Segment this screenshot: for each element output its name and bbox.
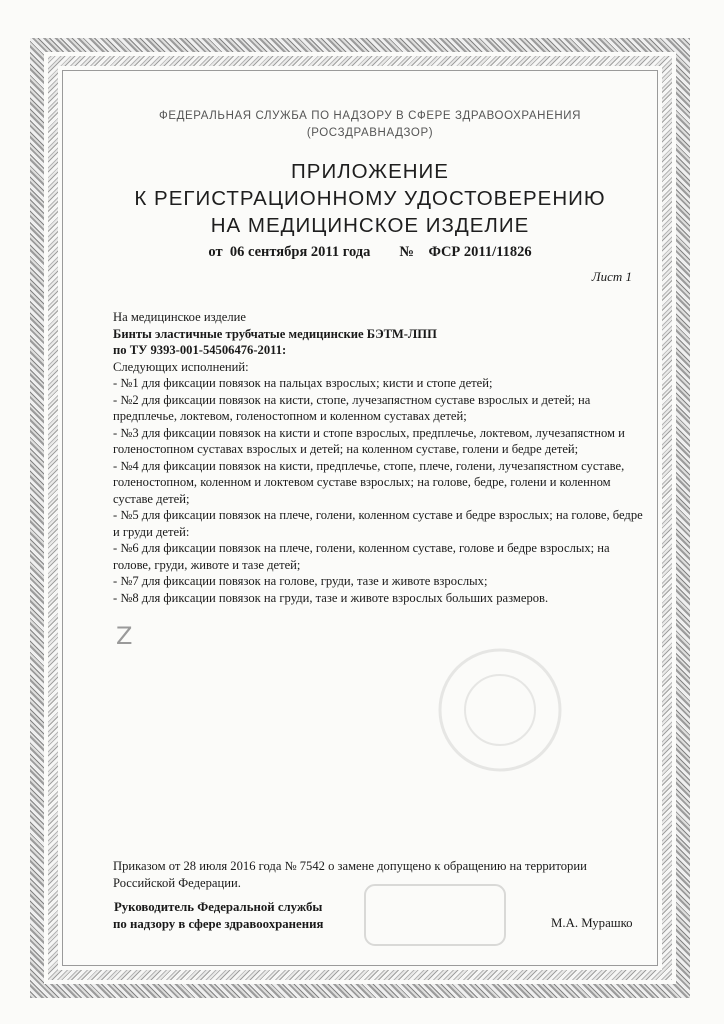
list-item: - №2 для фиксации повязок на кисти, стопе, лучезапястном суставе взрослых и детей; на предплечье, локтевом, голеностопном и коленном суставах детей;	[113, 392, 591, 423]
intro-text: На медицинское изделие	[113, 310, 246, 324]
product-spec: по ТУ 9393-001-54506476-2011:	[113, 343, 287, 357]
list-item: - №7 для фиксации повязок на голове, груди, тазе и животе взрослых;	[113, 574, 488, 588]
signer-title-line-1: Руководитель Федеральной службы	[113, 900, 323, 914]
agency-header	[90, 108, 650, 142]
product-name: Бинты эластичные трубчатые медицинские БЭТМ-ЛПП	[113, 326, 437, 341]
title-line-2: К РЕГИСТРАЦИОННОМУ УДОСТОВЕРЕНИЮ	[134, 187, 606, 210]
order-note: Приказом от 28 июля 2016 года № 7542 о замене допущено к обращению на территории Российской Федерации.	[113, 859, 587, 890]
list-item: - №4 для фиксации повязок на кисти, предплечье, стопе, плече, голени, лучезапястном суставе, голеностопном, коленном и локтевом суставе взрослых; на голове, бедре, голени и коленном суставе детей;	[113, 458, 625, 506]
faint-seal-mark	[430, 640, 570, 780]
certificate-date: от 06 сентября 2011 года	[208, 244, 371, 260]
list-item: - №8 для фиксации повязок на груди, тазе и животе взрослых больших размеров.	[113, 590, 549, 605]
signer-title	[113, 899, 323, 933]
signer-name: М.А. Мурашко	[551, 916, 633, 930]
list-item: - №5 для фиксации повязок на плече, голени, коленном суставе и бедре взрослых; на голове, бедре и груди детей:	[113, 508, 643, 539]
list-item: - №3 для фиксации повязок на кисти и стопе взрослых, предплечье, локтевом, лучезапястном и голеностопном суставах взрослых и детей; на коленном суставе, голени и бедре детей;	[113, 425, 625, 456]
agency-abbreviation: (РОСЗДРАВНАДЗОР)	[306, 127, 434, 139]
handwritten-mark: Z	[116, 622, 133, 650]
list-item: - №1 для фиксации повязок на пальцах взрослых; кисти и стопе детей;	[113, 376, 493, 390]
signer-title-line-2: по надзору в сфере здравоохранения	[113, 917, 324, 931]
document-body	[113, 309, 645, 606]
list-item: - №6 для фиксации повязок на плече, голени, коленном суставе, голове и бедре взрослых; на голове, груди, животе и тазе детей;	[113, 541, 610, 572]
document-title	[90, 158, 650, 239]
versions-heading: Следующих исполнений:	[113, 359, 249, 374]
number-label: №	[399, 244, 414, 260]
certificate-number: ФСР 2011/11826	[428, 244, 532, 260]
agency-name: ФЕДЕРАЛЬНАЯ СЛУЖБА ПО НАДЗОРУ В СФЕРЕ ЗДРАВООХРАНЕНИЯ	[158, 110, 582, 122]
title-line-3: НА МЕДИЦИНСКОЕ ИЗДЕЛИЕ	[210, 214, 530, 237]
certificate-date-number	[110, 244, 630, 261]
title-line-1: ПРИЛОЖЕНИЕ	[291, 160, 449, 183]
signature-stamp-mark	[360, 880, 510, 950]
sheet-number: Лист 1	[591, 269, 632, 284]
